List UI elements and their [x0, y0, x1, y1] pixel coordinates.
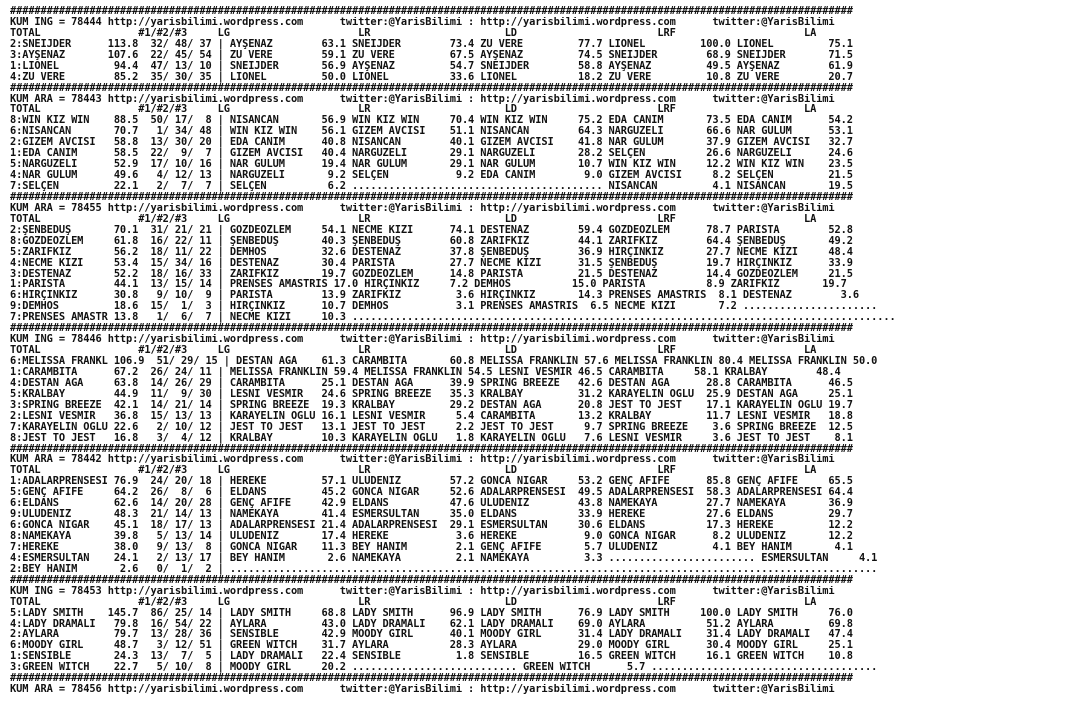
- race-header-line: KUM ING = 78446 http://yarisbilimi.wordpress.com twitter:@YarisBilimi : http://yarisbilimi.wordpress.com twitter:@YarisBilimi: [10, 334, 835, 346]
- runner-row: 5:ZARİFKIZ 56.2 18/ 11/ 22 | DEMHOS 32.6 DESTENAZ 37.8 ŞENBEDÜŞ 36.9 HIRÇINKIZ 27.7 NECME KIZI 48.4: [10, 246, 853, 258]
- runner-row: 2:LESNİ VESMİR 36.8 15/ 13/ 13 | KARAYELİN OĞLU 16.1 LESNİ VESMİR 5.4 CARAMBITA 13.2 KRALBAY 11.7 LESNİ VESMİR 18.8: [10, 410, 853, 422]
- runner-row: 5:LADY SMITH 145.7 86/ 25/ 14 | LADY SMITH 68.8 LADY SMITH 96.9 LADY SMITH 76.9 LADY SMITH 100.0 LADY SMITH 76.0: [10, 607, 853, 619]
- runner-row: 6:ELDANS 62.6 14/ 20/ 28 | GENÇ AFİFE 42.9 ELDANS 47.6 ULUDENİZ 43.8 NAMEKAYA 27.7 NAMEKAYA 36.9: [10, 498, 853, 510]
- separator-line: ##########################################################################################################################################: [10, 191, 853, 203]
- race-header-line: KUM ARA = 78455 http://yarisbilimi.wordpress.com twitter:@YarisBilimi : http://yarisbilimi.wordpress.com twitter:@YarisBilimi: [10, 202, 835, 214]
- separator-line: ##########################################################################################################################################: [10, 673, 853, 685]
- runner-row: 7:KARAYELİN OĞLU 22.6 2/ 10/ 12 | JEST TO JEST 13.1 JEST TO JEST 2.2 JEST TO JEST 9.7 SPRING BREEZE 3.6 SPRING BREEZE 12.5: [10, 421, 853, 433]
- runner-row: 1:CARAMBITA 67.2 26/ 24/ 11 | MELISSA FRANKLIN 59.4 MELISSA FRANKLIN 54.5 LESNİ VESMİR 46.5 CARAMBITA 58.1 KRALBAY 48.4: [10, 366, 841, 378]
- column-header-line: TOTAL #1/#2/#3 LG LR LD LRF LA: [10, 27, 817, 39]
- runner-row: 3:AYŞENAZ 107.6 22/ 45/ 54 | ZU VERE 59.1 ZU VERE 67.5 AYŞENAZ 74.5 SNEIJDER 68.9 SNEIJDER 71.5: [10, 49, 853, 61]
- column-header-line: TOTAL #1/#2/#3 LG LR LD LRF LA: [10, 596, 817, 608]
- column-header-line: TOTAL #1/#2/#3 LG LR LD LRF LA: [10, 104, 817, 116]
- runner-row: 1:EDA CANIM 58.5 22/ 9/ 7 | GİZEM AVCISI 40.4 NARGÜZELİ 29.1 NARGÜZELİ 28.2 SELÇEN 26.6 NARGÜZELİ 24.6: [10, 148, 853, 160]
- runner-row: 7:PRENSES AMASTR 13.8 1/ 6/ 7 | NECME KIZI 10.3 .........................................................................................: [10, 312, 896, 324]
- runner-row: 1:LIONEL 94.4 47/ 13/ 10 | SNEIJDER 56.9 AYŞENAZ 54.7 SNEIJDER 58.8 AYŞENAZ 49.5 AYŞENAZ 61.9: [10, 60, 853, 72]
- runner-row: 5:KRALBAY 44.9 11/ 9/ 30 | LESNİ VESMİR 24.6 SPRING BREEZE 35.3 KRALBAY 31.2 KARAYELİN OĞLU 25.9 DESTAN AGA 25.1: [10, 388, 853, 400]
- runner-row: 8:JEST TO JEST 16.8 3/ 4/ 12 | KRALBAY 10.3 KARAYELİN OĞLU 1.8 KARAYELİN OĞLU 7.6 LESNİ VESMİR 3.6 JEST TO JEST 8.1: [10, 432, 853, 444]
- runner-row: 4:ESMERSULTAN 24.1 2/ 13/ 17 | BEY HANIM 2.6 NAMEKAYA 2.1 NAMEKAYA 3.3 ........................ ESMERSULTAN 4.1: [10, 552, 878, 564]
- runner-row: 1:SENSIBLE 24.3 13/ 7/ 5 | LADY DRAMALI 22.4 SENSIBLE 1.8 SENSIBLE 16.5 GREEN WITCH 16.1 GREEN WITCH 10.8: [10, 651, 853, 663]
- separator-line: ##########################################################################################################################################: [10, 82, 853, 94]
- runner-row: 6:NİSANCAN 70.7 1/ 34/ 48 | WIN KIZ WIN 56.1 GİZEM AVCISI 51.1 NİSANCAN 64.3 NARGÜZELİ 66.6 NAR GÜLÜM 53.1: [10, 126, 853, 138]
- runner-row: 2:AYLARA 79.7 13/ 28/ 36 | SENSIBLE 42.9 MOODY GIRL 40.1 MOODY GIRL 31.4 LADY DRAMALI 31.4 LADY DRAMALI 47.4: [10, 629, 853, 641]
- race-header-line: KUM ING = 78444 http://yarisbilimi.wordpress.com twitter:@YarisBilimi : http://yarisbilimi.wordpress.com twitter:@YarisBilimi: [10, 16, 835, 28]
- race-header-line: KUM ARA = 78443 http://yarisbilimi.wordpress.com twitter:@YarisBilimi : http://yarisbilimi.wordpress.com twitter:@YarisBilimi: [10, 93, 835, 105]
- separator-line: ##########################################################################################################################################: [10, 443, 853, 455]
- runner-row: 7:SELÇEN 22.1 2/ 7/ 7 | SELÇEN 6.2 ......................................... NİSANCAN 4.1 NİSANCAN 19.5: [10, 181, 853, 192]
- runner-row: 9:DEMHOS 18.6 15/ 1/ 3 | HIRÇINKIZ 10.7 DEMHOS 3.1 PRENSES AMASTRİS 6.5 NECME KIZI 7.2 ......................: [10, 301, 878, 313]
- race-header-line: KUM ARA = 78456 http://yarisbilimi.wordpress.com twitter:@YarisBilimi : http://yarisbilimi.wordpress.com twitter:@YarisBilimi: [10, 684, 835, 696]
- runner-row: 3:DESTENAZ 52.2 18/ 16/ 33 | ZARİFKIZ 19.7 GÖZDEÖZLEM 14.8 PARISTA 21.5 DESTENAZ 14.4 GÖZDEÖZLEM 21.5: [10, 268, 853, 280]
- race-header-line: KUM ARA = 78442 http://yarisbilimi.wordpress.com twitter:@YarisBilimi : http://yarisbilimi.wordpress.com twitter:@YarisBilimi: [10, 454, 835, 466]
- runner-row: 7:HEREKE 38.0 9/ 13/ 8 | GONCA NİGAR 11.3 BEY HANIM 2.1 GENÇ AFİFE 5.7 ULUDENİZ 4.1 BEY HANIM 4.1: [10, 541, 853, 553]
- runner-row: 4:DESTAN AGA 63.8 14/ 26/ 29 | CARAMBITA 25.1 DESTAN AGA 39.9 SPRING BREEZE 42.6 DESTAN AGA 28.8 CARAMBITA 46.5: [10, 377, 853, 389]
- runner-row: 5:GENÇ AFİFE 64.2 26/ 8/ 6 | ELDANS 45.2 GONCA NİGAR 52.6 ADALARPRENSESİ 49.5 ADALARPRENSESİ 58.3 ADALARPRENSESİ 64.4: [10, 487, 853, 499]
- separator-line: ##########################################################################################################################################: [10, 323, 853, 335]
- separator-line: ##########################################################################################################################################: [10, 6, 853, 17]
- column-header-line: TOTAL #1/#2/#3 LG LR LD LRF LA: [10, 345, 817, 356]
- runner-row: 2:BEY HANIM 2.6 0/ 1/ 2 | ..........................................................................................................: [10, 563, 878, 575]
- runner-row: 9:ULUDENİZ 48.3 21/ 14/ 13 | NAMEKAYA 41.4 ESMERSULTAN 35.0 ELDANS 33.9 HEREKE 27.6 ELDANS 29.7: [10, 509, 853, 521]
- column-header-line: TOTAL #1/#2/#3 LG LR LD LRF LA: [10, 213, 817, 225]
- runner-row: 8:GÖZDEÖZLEM 61.8 16/ 22/ 11 | ŞENBEDÜŞ 40.3 ŞENBEDÜŞ 60.8 ZARİFKIZ 44.1 ZARİFKIZ 64.4 ŞENBEDÜŞ 49.2: [10, 235, 853, 247]
- runner-row: 6:GONCA NİGAR 45.1 18/ 17/ 13 | ADALARPRENSESİ 21.4 ADALARPRENSESİ 29.1 ESMERSULTAN 30.6 ELDANS 17.3 HEREKE 12.2: [10, 520, 853, 531]
- column-header-line: TOTAL #1/#2/#3 LG LR LD LRF LA: [10, 465, 817, 477]
- runner-row: 5:NARGÜZELİ 52.9 17/ 10/ 16 | NAR GÜLÜM 19.4 NAR GÜLÜM 29.1 NAR GÜLÜM 10.7 WIN KIZ WIN 12.2 WIN KIZ WIN 23.5: [10, 159, 853, 171]
- runner-row: 1:PARISTA 44.1 13/ 15/ 14 | PRENSES AMASTRİS 17.0 HIRÇINKIZ 7.2 DEMHOS 15.0 PARISTA 8.9 ZARİFKIZ 19.7: [10, 279, 847, 291]
- runner-row: 2:SNEIJDER 113.8 32/ 48/ 37 | AYŞENAZ 63.1 SNEIJDER 73.4 ZU VERE 77.7 LIONEL 100.0 LIONEL 75.1: [10, 38, 853, 50]
- runner-row: 1:ADALARPRENSESİ 76.9 24/ 20/ 18 | HEREKE 57.1 ULUDENİZ 57.2 GONCA NİGAR 53.2 GENÇ AFİFE 85.8 GENÇ AFİFE 65.5: [10, 476, 853, 488]
- runner-row: 3:SPRING BREEZE 42.1 14/ 21/ 14 | SPRING BREEZE 19.3 KRALBAY 29.2 DESTAN AGA 20.8 JEST TO JEST 17.1 KARAYELİN OĞLU 19.7: [10, 399, 853, 411]
- runner-row: 4:LADY DRAMALI 79.8 16/ 54/ 22 | AYLARA 43.0 LADY DRAMALI 62.1 LADY DRAMALI 69.0 AYLARA 51.2 AYLARA 69.8: [10, 618, 853, 630]
- runner-row: 6:MELISSA FRANKL 106.9 51/ 29/ 15 | DESTAN AGA 61.3 CARAMBITA 60.8 MELISSA FRANKLIN 57.6 MELISSA FRANKLIN 80.4 MELISSA FRANKLIN 50.0: [10, 356, 878, 367]
- runner-row: 8:NAMEKAYA 39.8 5/ 13/ 14 | ULUDENİZ 17.4 HEREKE 3.6 HEREKE 9.0 GONCA NİGAR 8.2 ULUDENİZ 12.2: [10, 531, 853, 542]
- runner-row: 2:GİZEM AVCISI 58.8 13/ 30/ 20 | EDA CANIM 40.8 NİSANCAN 40.1 GİZEM AVCISI 41.8 NAR GÜLÜM 37.9 GİZEM AVCISI 32.7: [10, 137, 853, 149]
- runner-row: 8:WIN KIZ WIN 88.5 50/ 17/ 8 | NİSANCAN 56.9 WIN KIZ WIN 70.4 WIN KIZ WIN 75.2 EDA CANIM 73.5 EDA CANIM 54.2: [10, 115, 853, 127]
- runner-row: 3:GREEN WITCH 22.7 5/ 10/ 8 | MOODY GIRL 20.2 ........................... GREEN WITCH 5.7 .....................................: [10, 662, 878, 674]
- separator-line: ##########################################################################################################################################: [10, 574, 853, 586]
- runner-row: 6:MOODY GIRL 48.7 3/ 12/ 51 | GREEN WITCH 31.7 AYLARA 28.3 AYLARA 29.0 MOODY GIRL 30.4 MOODY GIRL 25.1: [10, 640, 853, 652]
- runner-row: 2:ŞENBEDÜŞ 70.1 31/ 21/ 21 | GÖZDEÖZLEM 54.1 NECME KIZI 74.1 DESTENAZ 59.4 GÖZDEÖZLEM 78.7 PARISTA 52.8: [10, 224, 853, 236]
- runner-row: 4:ZU VERE 85.2 35/ 30/ 35 | LIONEL 50.0 LIONEL 33.6 LIONEL 18.2 ZU VERE 10.8 ZU VERE 20.7: [10, 71, 853, 83]
- runner-row: 6:HIRÇINKIZ 30.8 9/ 10/ 9 | PARISTA 13.9 ZARİFKIZ 3.6 HIRÇINKIZ 14.3 PRENSES AMASTRİS 8.1 DESTENAZ 3.6: [10, 290, 859, 302]
- race-header-line: KUM ING = 78453 http://yarisbilimi.wordpress.com twitter:@YarisBilimi : http://yarisbilimi.wordpress.com twitter:@YarisBilimi: [10, 585, 835, 597]
- runner-row: 4:NECME KIZI 53.4 15/ 34/ 16 | DESTENAZ 30.4 PARISTA 27.7 NECME KIZI 31.5 ŞENBEDÜŞ 19.7 HIRÇINKIZ 33.9: [10, 257, 853, 269]
- runner-row: 4:NAR GÜLÜM 49.6 4/ 12/ 13 | NARGÜZELİ 9.2 SELÇEN 9.2 EDA CANIM 9.0 GİZEM AVCISI 8.2 SELÇEN 21.5: [10, 170, 853, 181]
